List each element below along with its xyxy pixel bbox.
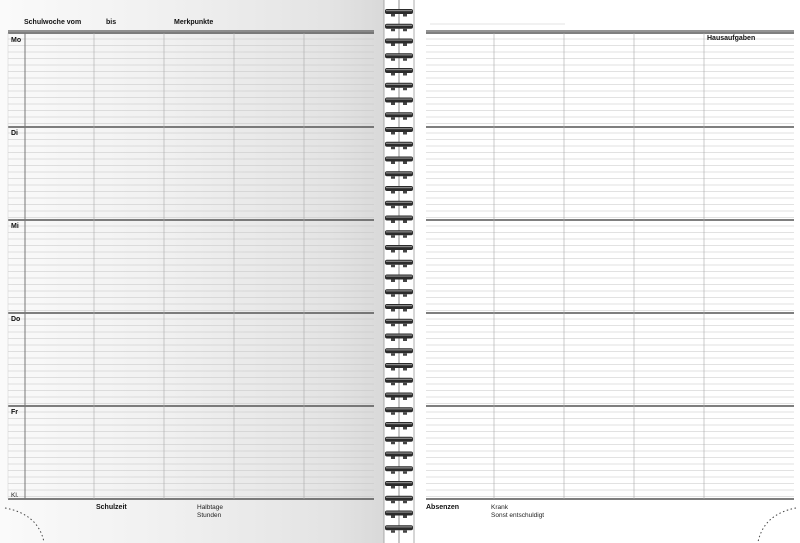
left-ruled-lines [8, 0, 414, 543]
notes-label: Merkpunkte [174, 19, 214, 26]
week-label: Schulwoche vom [24, 19, 82, 26]
day-label-di: Di [11, 130, 18, 137]
class-label: Kl. [11, 492, 19, 499]
day-label-mo: Mo [11, 37, 22, 44]
absences-title: Absenzen [426, 504, 460, 511]
until-label: bis [106, 19, 117, 26]
right-corner-mark [752, 500, 800, 543]
day-label-mi: Mi [11, 223, 19, 230]
homework-label: Hausaufgaben [707, 35, 756, 42]
day-label-fr: Fr [11, 409, 18, 416]
right-ruled-lines [426, 24, 794, 499]
day-label-do: Do [11, 316, 21, 323]
sick-label: Krank [491, 504, 508, 511]
other-excused-label: Sonst entschuldigt [491, 512, 545, 519]
hours-label: Stunden [197, 512, 222, 519]
left-corner-mark [0, 500, 50, 543]
school-time-title: Schulzeit [96, 504, 127, 511]
spiral-binding [383, 0, 415, 543]
half-days-label: Halbtage [197, 504, 224, 511]
